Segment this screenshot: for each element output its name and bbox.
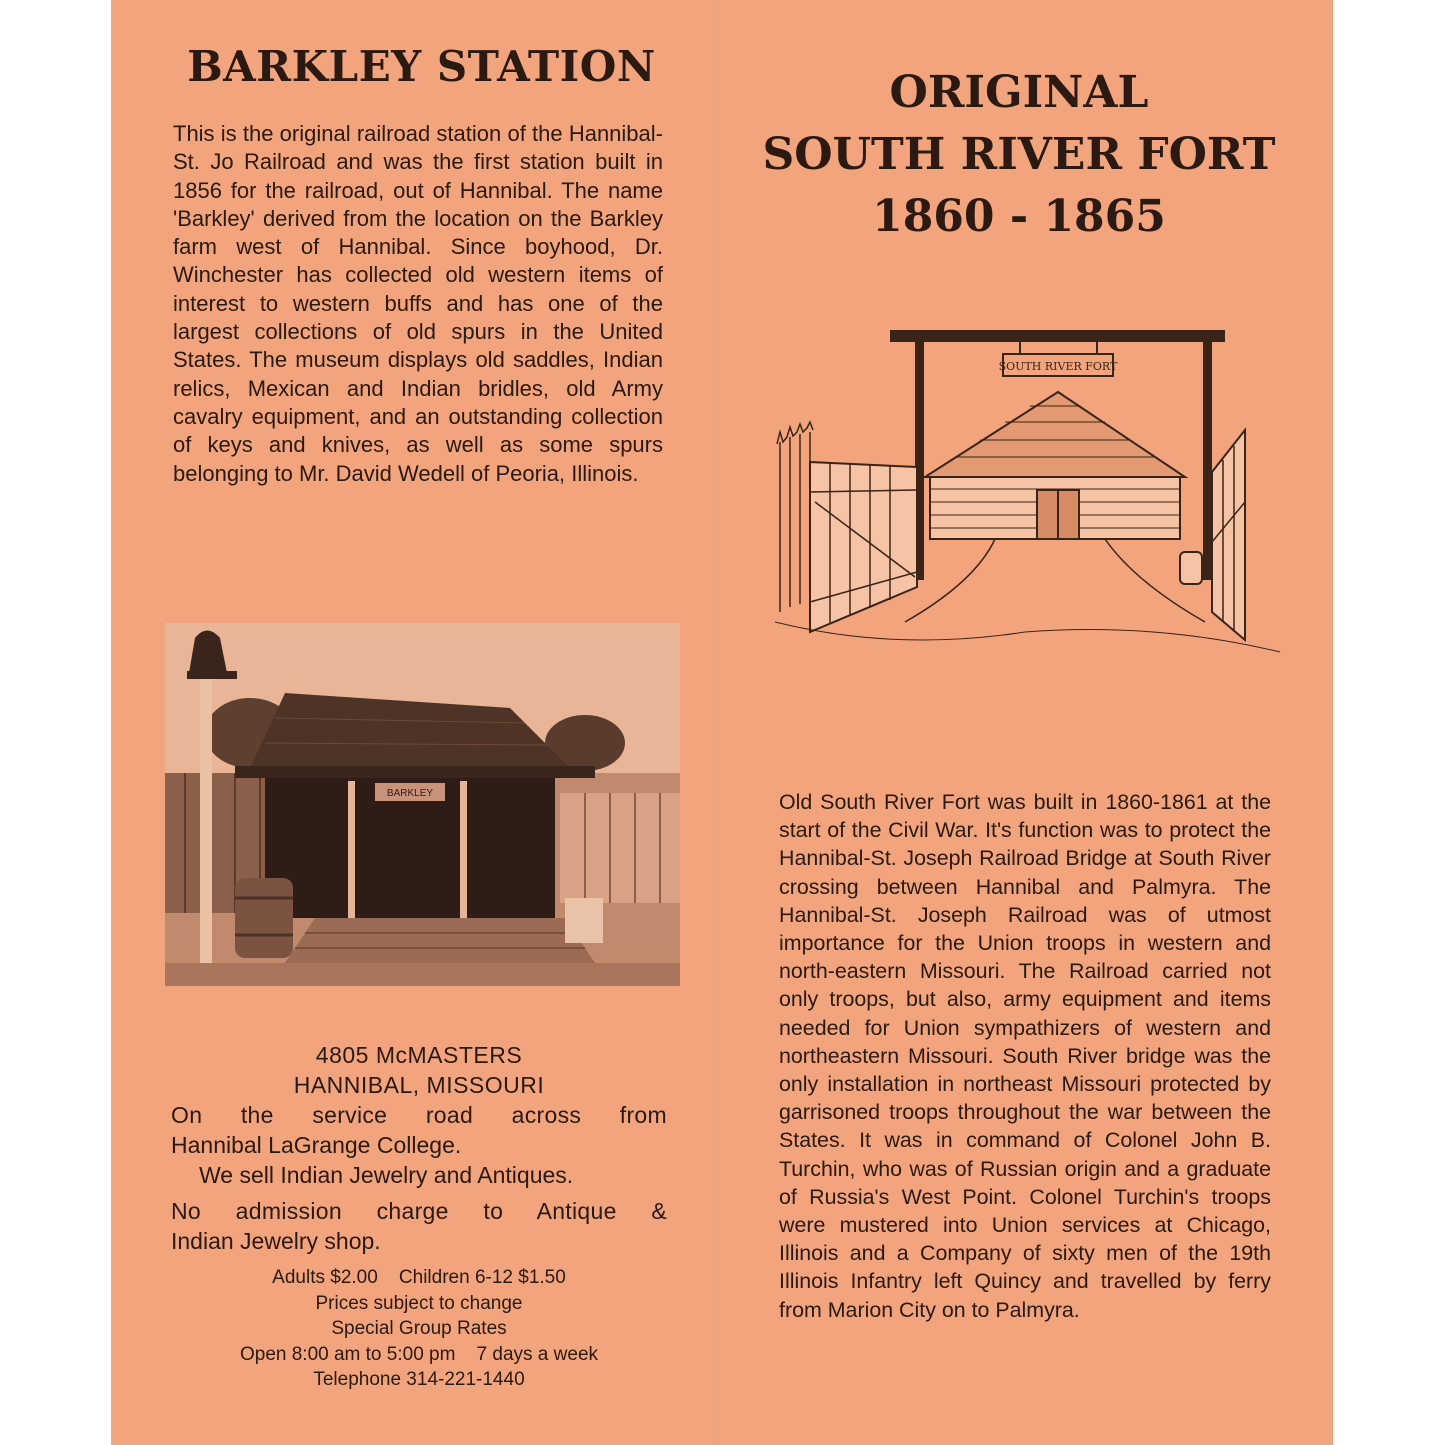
- fees-block: [171, 1265, 667, 1393]
- city-state: HANNIBAL, MISSOURI: [293, 1072, 545, 1098]
- ticket-prices: Adults $2.00 Children 6-12 $1.50: [272, 1267, 566, 1288]
- barkley-station-title: BARKLEY STATION: [187, 42, 656, 91]
- fort-gate-sketch: [775, 322, 1283, 662]
- sell-line: We sell Indian Jewelry and Antiques.: [199, 1162, 574, 1188]
- south-river-fort-title: [749, 62, 1289, 248]
- opening-hours: Open 8:00 am to 5:00 pm 7 days a week: [239, 1343, 599, 1365]
- directions-line-1: On the service road across from: [171, 1102, 667, 1128]
- title-line-original: ORIGINAL: [889, 67, 1149, 118]
- fort-description: Old South River Fort was built in 1860-1861 at the start of the Civil War. It's function was to protect the Hannibal-St. Joseph Railroad Bridge at South River crossing between Hannibal and Palmyra. The Hannibal-St. Joseph Railroad was of utmost importance for the Union troops in western and north-eastern Missouri. The Railroad carried not only troops, but also, army equipment and items needed for Union sympathizers of western and northeastern Missouri. South River bridge was the only installation in northeast Missouri protected by garrisoned troops throughout the war between the States. It was in command of Colonel John B. Turchin, who was of Russian origin and a graduate of Russia's West Point. Colonel Turchin's troops were mustered into Union services at Chicago, Illinois and a Company of sixty men of the 19th Illinois Infantry left Quincy and travelled by ferry from Marion City on to Palmyra.: [779, 790, 1271, 1322]
- telephone: Telephone 314-221-1440: [313, 1369, 525, 1390]
- right-panel: [719, 0, 1333, 1445]
- left-panel: [111, 0, 716, 1445]
- barkley-station-photo: [165, 623, 680, 986]
- title-line-years: 1860 - 1865: [872, 191, 1166, 242]
- barkley-description: This is the original railroad station of the Hannibal-St. Jo Railroad and was the first station built in 1856 for the railroad, out of Hannibal. The name 'Barkley' derived from the location on the Barkley farm west of Hannibal. Since boyhood, Dr. Winchester has collected old western items of interest to western buffs and has one of the largest collections of old spurs in the United States. The museum displays old saddles, Indian relics, Mexican and Indian bridles, old Army cavalry equipment, and an outstanding collection of keys and knives, as well as some spurs belonging to Mr. David Wedell of Peoria, Illinois.: [173, 121, 663, 486]
- photo-sign-text: BARKLEY: [386, 788, 434, 799]
- sketch-sign-text: SOUTH RIVER FORT: [998, 360, 1118, 373]
- street-address: 4805 McMASTERS: [315, 1042, 523, 1068]
- directions-line-2: Hannibal LaGrange College.: [171, 1132, 462, 1158]
- admission-line-1: No admission charge to Antique &: [171, 1198, 667, 1224]
- address-block: [171, 1040, 667, 1256]
- group-rates: Special Group Rates: [331, 1318, 507, 1339]
- title-line-fort: SOUTH RIVER FORT: [762, 129, 1276, 180]
- admission-line-2: Indian Jewelry shop.: [171, 1228, 381, 1254]
- price-change-note: Prices subject to change: [315, 1292, 523, 1314]
